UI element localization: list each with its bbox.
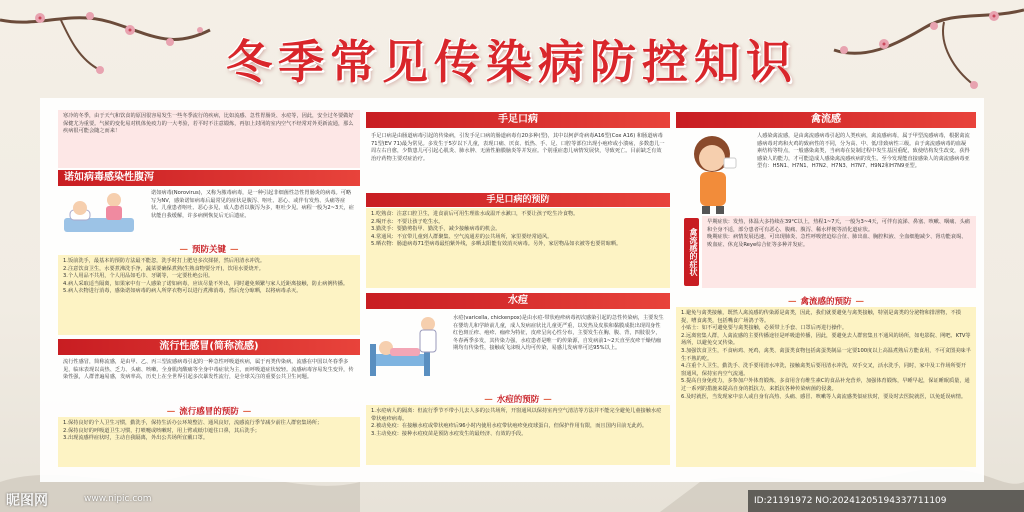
page-title: 冬季常见传染病防控知识 bbox=[226, 35, 798, 89]
intro-text: 寒冷的冬季，由于天气和饮食的原因很容易发生一些冬季流行的疾病，比如流感、急性胃肠炎、水痘等，因此，安全过冬要做好保健尤为重要。气候的变化易对机体免疫力的一大考验，若平时不注意锻炼，再加上封闭的室内空气不经常对外更新流通，那么疾病很可能会随之而来！ bbox=[58, 110, 360, 168]
sneezing-girl-illustration bbox=[680, 130, 750, 216]
flu-prevention-title: — 禽流感的预防 — bbox=[676, 295, 976, 307]
flu-symptoms: 早期症状：发热，体温大多持续在39°C以上，热程1~7天，一般为3~4天，可伴有流涕、鼻塞、咳嗽、咽痛、头痛和全身不适，部分患者可有恶心、腹痛、腹泻、稀水样便等消化道症状。 晚期症状：病情发展迅速，可出现肺炎、急性呼吸窘迫综合征、肺出血、胸腔积液、全血细胞减少、肾功能衰竭、败血症、休克及Reye综合征等多种并发症。 bbox=[702, 216, 976, 288]
flu-body: 人感染禽流感，是由禽流感病毒引起的人类疾病，禽流感病毒，属于甲型流感病毒，根据禽流感病毒对鸡和火鸡的致病性的不同，分为高、中、低/非致病性三级。由于禽流感病毒的血凝素结构等特点，一般感染禽类，当病毒在复制过程中发生基因重配，致使结构发生改变，获得感染人的能力，才可能造成人感染禽流感疾病的发生。至今发现能直接感染人的禽流感病毒亚型有：H5N1、H7N1、H7N2、H7N3、H7N7、H9N2和H7N9亚型。 bbox=[757, 133, 970, 170]
hospital-bed-illustration bbox=[368, 314, 444, 386]
flu-symptoms-label: 禽流感的症状 bbox=[684, 218, 699, 286]
norovirus-body: 诺如病毒(Norovirus)，又称为脓毒病毒，是一种引起非细菌性急性胃肠炎的病毒。可略写为NV，感染诺如病毒后最常见的症状是腹泻、呕吐、恶心、或伴有发热、头痛等症状。儿童患者呕吐、恶心多见，成人患者以腹泻为多，呕吐少见。病程一般为2~3天，症状能自我缓解，许多病例恢复后无后遗症。 bbox=[151, 190, 354, 219]
flu-prevention: 1.避免与禽类接触，既然人禽流感的传染源是禽类，因此，我们就要避免与禽类接触，特别是禽类的分泌物和排泄物，不摸捉，嘈食禽类，包括嘴食广场鸽子等。 小贴士：如不可避免要与禽类接触，必须带上手套、口罩后再进行操作。 2.远离密集人群，人禽流感的主要传播途径是呼吸道传播，因此，要避免去人群密集且不通风的场所，如电影院、网吧、KTV等场所，以避免交叉传染。 3.加强饮食卫生，不食病鸡、死鸡，禽类、禽蛋类食物包括禽蛋类制品一定要100度以上高温煮熟后方能食用，不可贪图美味半生不熟的吃。 4.注重个人卫生，勤洗手、洗手要用清水冲洗，接触禽类后要用清水冲洗，双手交叉，活水洗手，同时，家中及工作场所要开窗通风，保持室内空气流通。 5.提高自身免疫力，多参加户外体育锻炼，多食用含有维生素C的食品补充营养，加强体育锻炼，早睡早起，保证睡眠质量，通过一系列的措施来提高自身的抵抗力，来抵抗各种传染病菌的侵袭。 6.及时就医，当发现家中亲人或自身有高热、头痛、感冒、咳嗽等人禽流感类似症状时，要及时去医院就医，以免延误病情。 bbox=[676, 307, 976, 467]
varicella-prevention: 1.水痘病人的隔离：但流行季节不带小儿去人多的公共场所，开窗通风以保持室内空气清洁等方法并不能完全避免儿童接触水痘带状疱疹病毒。 2.被动免疫：在接触水痘或带状疱疹后96小时内使用水痘带状疱疹免疫球蛋白，但保护作用有限，而且国内目前无此药。 3.主动免疫：接种水痘疫苗是预防水痘发生的最经济、有效的手段。 bbox=[366, 405, 670, 465]
hfmd-body: 手足口病是由肠道病毒引起的传染病，引发手足口病的肠道病毒有20多种(型)，其中以柯萨奇病毒A16型(Cox A16) 和肠道病毒71型(EV 71)最为常见。多发生于5岁以下儿童，表现口痛、厌食、低热、手、足、口腔等部位出现小疱疹或小溃疡，多数患儿一周左右自愈，少数患儿可引起心肌炎、肺水肿、无菌性脑膜脑炎等并发症。个别重症患儿病情发展快，导致死亡。目前缺乏有效治疗药物主要对症治疗。 bbox=[371, 133, 665, 162]
hfmd-prevention: 1.吃熟食：注意口腔卫生，进食前后可用生理盐水或温开水漱口，不要让孩子吃生冷食物。 2.喝开水：不要让孩子吃生水。 3.勤洗手：要勤剪指甲、勤洗手，减少接触病毒的机会。 4.常通风：不宜带儿童到人群聚集、空气流通差的公共场所，家里要经常通风。 5.晒衣物：肠道病毒71型病毒最怕紫外线，多晒太阳能有效消灭病毒。另外，家居物品如衣被等也要常晾晒。 bbox=[366, 208, 670, 288]
influenza-prevention-title: — 流行感冒的预防 — bbox=[58, 405, 360, 417]
varicella-body: 水痘(varicella, chickenpox)是由水痘-带状疱疹病毒初次感染引起的急性传染病，主要发生在婴幼儿和学龄前儿童，成人发病症状比儿童更严重，以发热及皮肤和黏膜成批出现周身性红色斑丘疹、疱疹、痂疹为特征，皮疹呈向心性分布，主要发生在胸、腹、背，四肢很少，冬春两季多发，其传染力强，水痘患者是唯一的传染源，自发病前1~2天直至皮疹干燥结痂期均有传染性，接触或飞沫吸入均可传染，易感儿发病率可达95%以上。 bbox=[453, 315, 664, 352]
norovirus-prevention-title: — 预防关键 — bbox=[58, 243, 360, 255]
hfmd-header: 手足口病 bbox=[366, 112, 670, 128]
watermark-url: www.nipic.com bbox=[84, 494, 152, 504]
watermark-logo: 昵图网 bbox=[6, 493, 48, 509]
influenza-body: 流行性感冒，简称流感，是由甲、乙、丙三型流感病毒引起的一种急性呼吸道疾病，属于丙类传染病。流感在中国以冬春季多见，临床表现以高热、乏力、头痛、咳嗽、全身肌肉酸痛等全身中毒症状为主，而呼吸道症状较轻。流感病毒容易发生变异，传染性强，人群普遍易感，发病率高，历史上在全世界引起多次暴发性流行，是全球关注的重要公共卫生问题。 bbox=[63, 359, 354, 381]
influenza-header: 流行性感冒(简称流感) bbox=[58, 339, 360, 355]
norovirus-header: 诺如病毒感染性腹泻 bbox=[58, 170, 360, 186]
varicella-prevention-title: — 水痘的预防 — bbox=[366, 393, 670, 405]
image-id-bar: ID:21191972 NO:20241205194337711109 bbox=[748, 490, 1024, 512]
varicella-header: 水痘 bbox=[366, 293, 670, 309]
norovirus-prevention: 1.饭前洗手，最基本的预防方法最不能忽，洗手时打上肥皂多次揉搓，然后用清水冲洗。 2.注意饮食卫生，水要煮沸洗手净，蔬菜要确保煮熟(生熟食物要分开)，饮用水要烧开。 3.个人用品不共用，个人用品如毛巾、牙刷等，一定要杜绝公用。 4.病人采取适当隔离，如果家中有一人感染了诺如病毒，应该尽量不外出，同时避免频繁与家人近距离接触，防止病例传播。 5.病人衣物进行消毒，感染诺如病毒的病人所穿衣物可以进行煮沸消毒，然后充分晾晒，以将病毒杀灭。 bbox=[58, 255, 360, 335]
influenza-prevention: 1.保持良好的个人卫生习惯，勤洗手，保持生活办公环境整洁、通风良好，流感流行季节减少前往人群密集场所； 2.保持良好的呼吸道卫生习惯，打喷嚏或咳嗽时，用上臂或纸巾遮住口鼻，其后洗手； 3.出现流感样症状时，主动自我隔离，外出公共场所宜戴口罩。 bbox=[58, 417, 360, 467]
flu-header: 禽流感 bbox=[676, 112, 976, 128]
sick-patient-illustration bbox=[62, 188, 142, 238]
hfmd-prevention-title: 手足口病的预防 bbox=[366, 193, 670, 207]
